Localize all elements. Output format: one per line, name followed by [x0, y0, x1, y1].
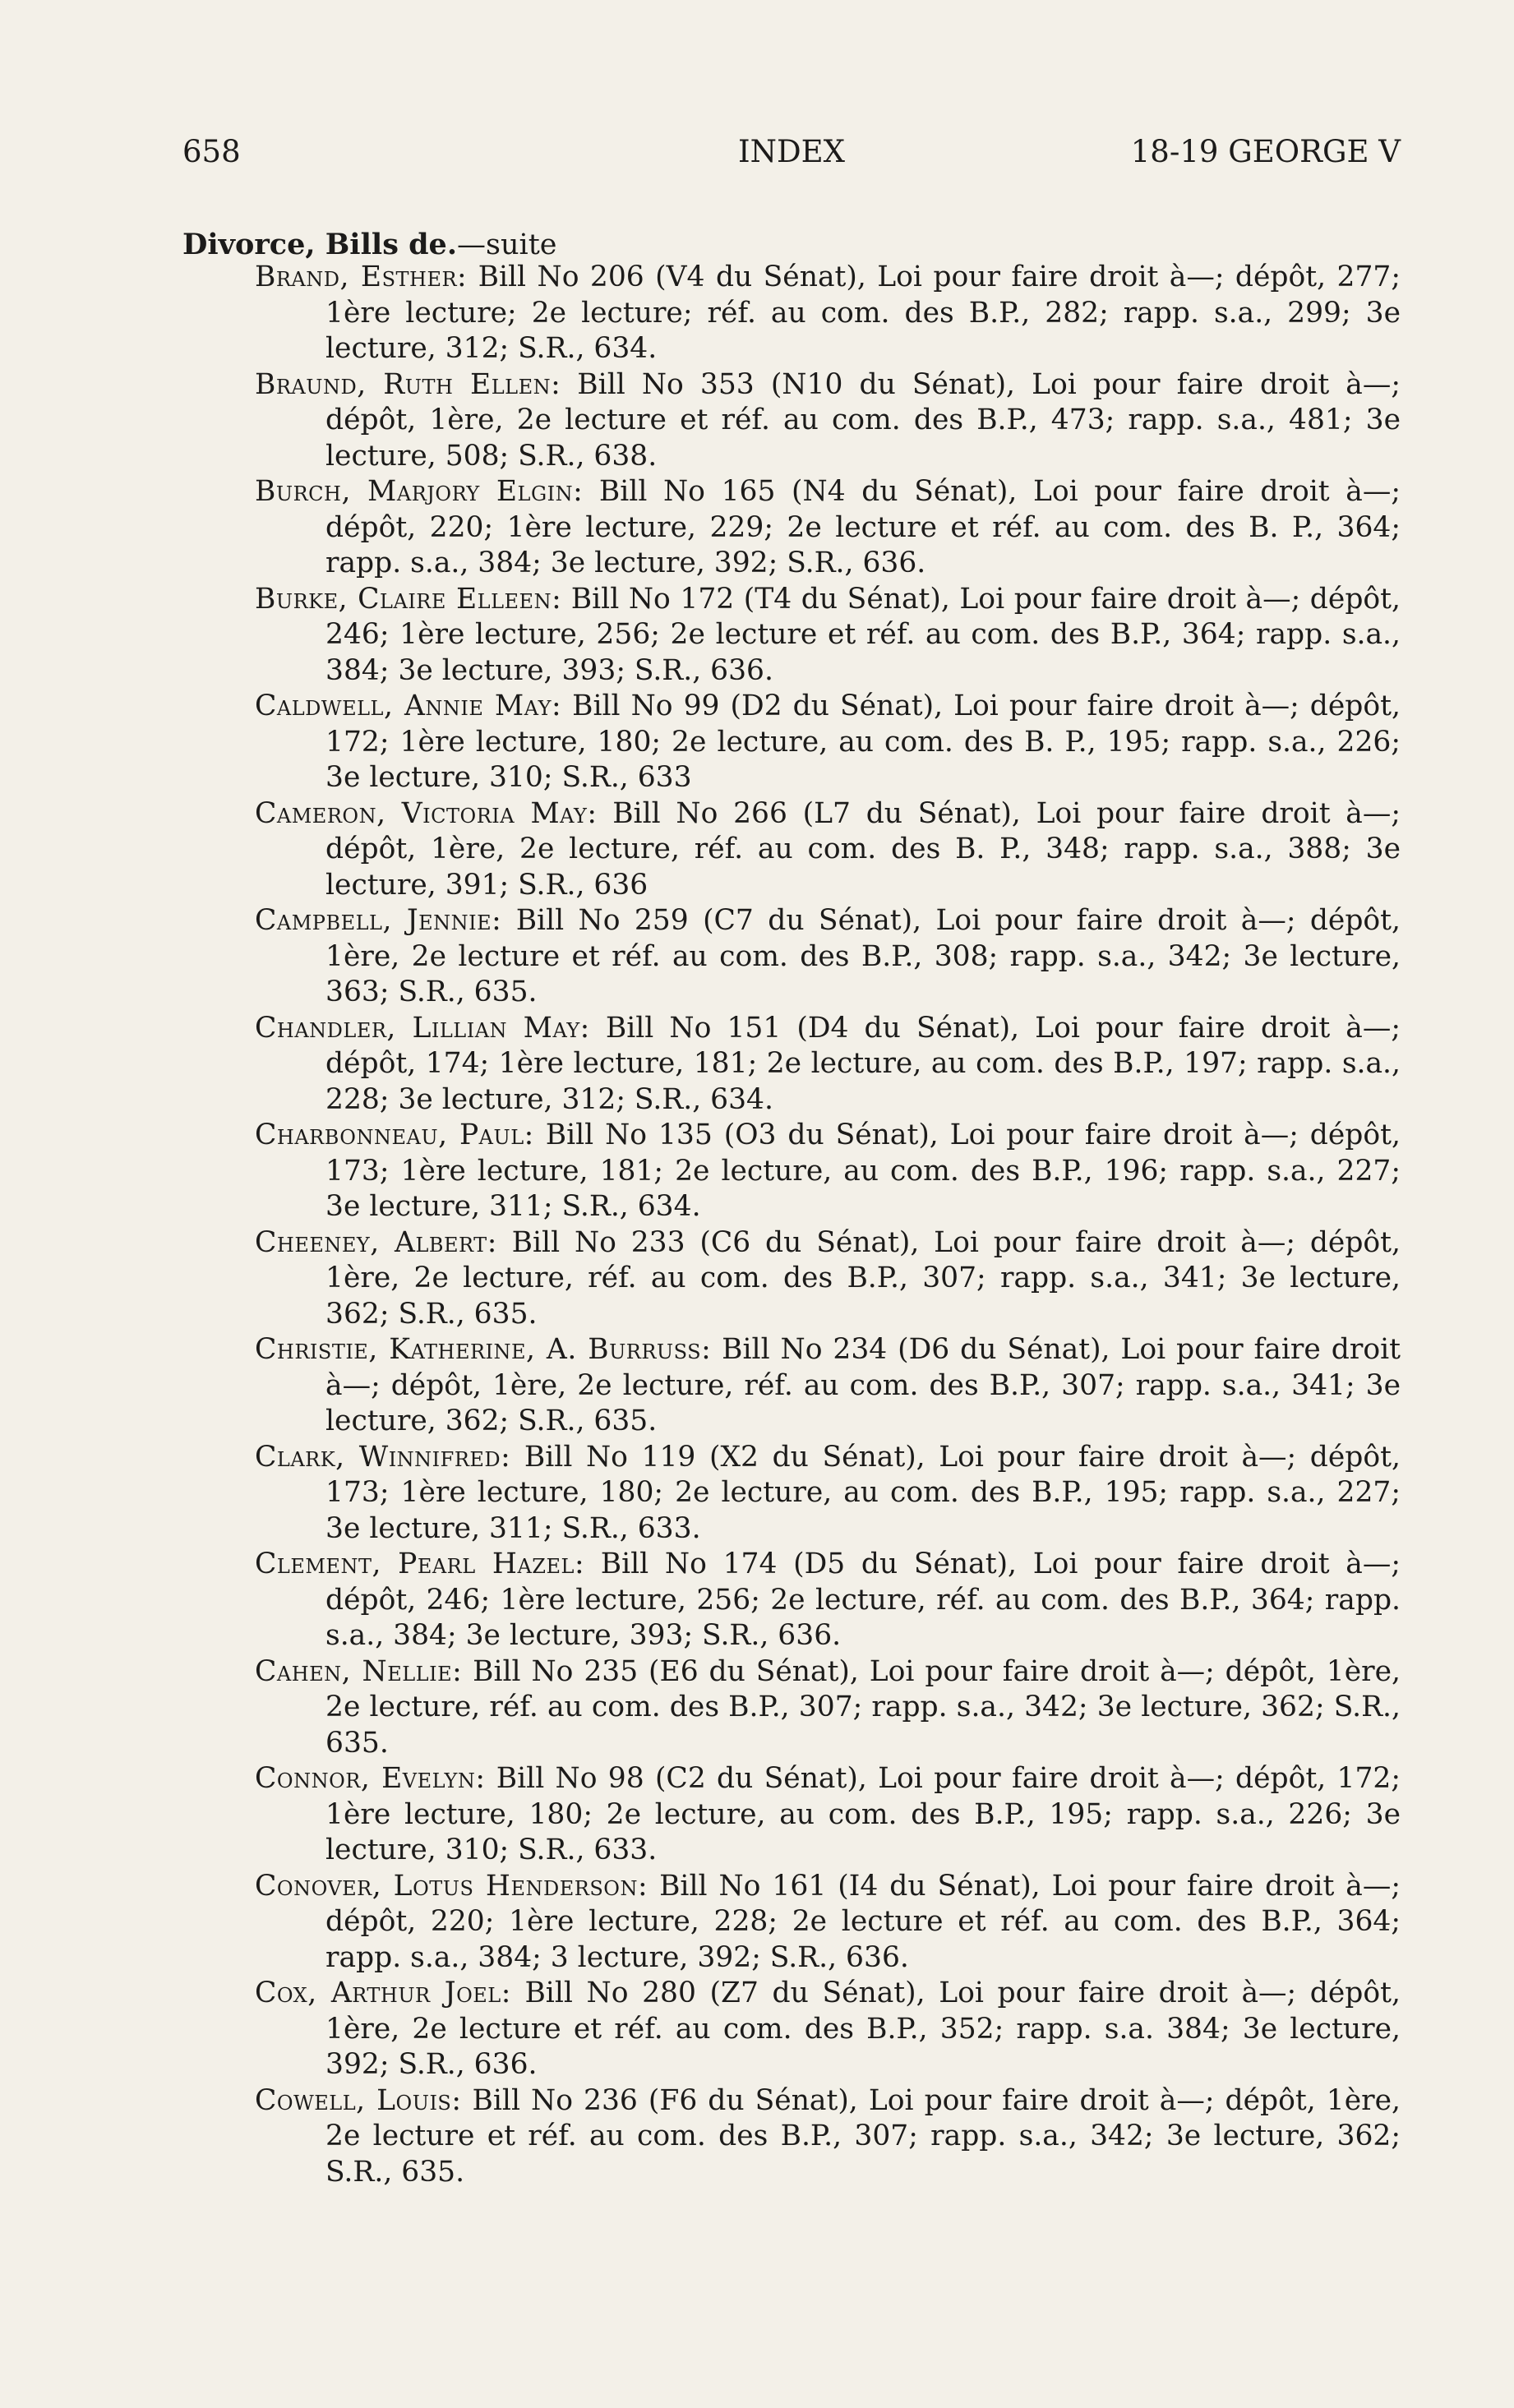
section-heading-suffix: —suite: [457, 228, 557, 261]
entry-text: Bill No 259 (C7 du Sénat), Loi pour faire droit à—; dépôt, 1ère, 2e lecture et réf. au com. des B.P., 308; rapp. s.a., 342; 3e lecture, 363; S.R., 635.: [325, 904, 1401, 1008]
entry-name: Caldwell, Annie May:: [255, 690, 562, 722]
entry-text: Bill No 280 (Z7 du Sénat), Loi pour faire droit à—; dépôt, 1ère, 2e lecture et réf. au com. des B.P., 352; rapp. s.a. 384; 3e lecture, 392; S.R., 636.: [325, 1977, 1401, 2081]
entry-text: Bill No 234 (D6 du Sénat), Loi pour faire droit à—; dépôt, 1ère, 2e lecture, réf. au com. des B.P., 307; rapp. s.a., 341; 3e lecture, 362; S.R., 635.: [325, 1333, 1401, 1437]
running-head: [182, 131, 1401, 173]
entry-text: Bill No 135 (O3 du Sénat), Loi pour faire droit à—; dépôt, 173; 1ère lecture, 181; 2e lecture, au com. des B.P., 196; rapp. s.a., 227; 3e lecture, 311; S.R., 634.: [325, 1119, 1401, 1223]
entry-text: Bill No 151 (D4 du Sénat), Loi pour faire droit à—; dépôt, 174; 1ère lecture, 181; 2e lecture, au com. des B.P., 197; rapp. s.a., 228; 3e lecture, 312; S.R., 634.: [325, 1011, 1401, 1116]
entry-name: Cameron, Victoria May:: [255, 796, 598, 830]
page-number: 658: [182, 134, 241, 169]
index-entry: [255, 1118, 1401, 1225]
index-entry: [255, 474, 1401, 582]
index-entry: [255, 1976, 1401, 2083]
entry-name: Chandler, Lillian May:: [255, 1011, 590, 1045]
entry-name: Burke, Claire Elleen:: [255, 582, 562, 616]
section-heading: [182, 227, 557, 263]
entry-text: Bill No 161 (I4 du Sénat), Loi pour faire droit à—; dépôt, 220; 1ère lecture, 228; 2e lecture et réf. au com. des B.P., 364; rapp. s.a., 384; 3 lecture, 392; S.R., 636.: [325, 1869, 1401, 1974]
index-entry: [255, 796, 1401, 904]
entry-text: Bill No 165 (N4 du Sénat), Loi pour faire droit à—; dépôt, 220; 1ère lecture, 229; 2e lecture et réf. au com. des B. P., 364; rapp. s.a., 384; 3e lecture, 392; S.R., 636.: [325, 475, 1401, 579]
reign-label: 18-19 GEORGE V: [1130, 134, 1401, 169]
index-entry: [255, 1011, 1401, 1119]
entry-text: Bill No 266 (L7 du Sénat), Loi pour faire droit à—; dépôt, 1ère, 2e lecture, réf. au com. des B. P., 348; rapp. s.a., 388; 3e lecture, 391; S.R., 636: [325, 796, 1401, 902]
page-title: INDEX: [737, 134, 845, 169]
entry-name: Conover, Lotus Henderson:: [255, 1869, 649, 1903]
entry-name: Cox, Arthur Joel:: [255, 1977, 511, 2009]
index-entry: [255, 689, 1401, 796]
index-entry: [255, 1547, 1401, 1654]
index-entry-list: [255, 260, 1401, 2190]
entry-name: Clement, Pearl Hazel:: [255, 1548, 585, 1580]
index-entry: [255, 1869, 1401, 1977]
entry-text: Bill No 119 (X2 du Sénat), Loi pour faire droit à—; dépôt, 173; 1ère lecture, 180; 2e lecture, au com. des B.P., 195; rapp. s.a., 227; 3e lecture, 311; S.R., 633.: [325, 1440, 1401, 1545]
entry-name: Connor, Evelyn:: [255, 1762, 486, 1795]
index-entry: [255, 1440, 1401, 1548]
entry-text: Bill No 172 (T4 du Sénat), Loi pour faire droit à—; dépôt, 246; 1ère lecture, 256; 2e lecture et réf. au com. des B.P., 364; rapp. s.a., 384; 3e lecture, 393; S.R., 636.: [325, 582, 1401, 687]
entry-name: Clark, Winnifred:: [255, 1440, 511, 1474]
index-entry: [255, 260, 1401, 367]
section-heading-title: Divorce, Bills de.: [182, 228, 458, 261]
index-entry: [255, 1332, 1401, 1440]
index-entry: [255, 1654, 1401, 1762]
entry-text: Bill No 206 (V4 du Sénat), Loi pour faire droit à—; dépôt, 277; 1ère lecture; 2e lecture; réf. au com. des B.P., 282; rapp. s.a., 299; 3e lecture, 312; S.R., 634.: [325, 261, 1401, 365]
entry-text: Bill No 99 (D2 du Sénat), Loi pour faire droit à—; dépôt, 172; 1ère lecture, 180; 2e lecture, au com. des B. P., 195; rapp. s.a., 226; 3e lecture, 310; S.R., 633: [325, 690, 1401, 794]
entry-text: Bill No 174 (D5 du Sénat), Loi pour faire droit à—; dépôt, 246; 1ère lecture, 256; 2e lecture, réf. au com. des B.P., 364; rapp. s.a., 384; 3e lecture, 393; S.R., 636.: [325, 1548, 1401, 1652]
entry-text: Bill No 235 (E6 du Sénat), Loi pour faire droit à—; dépôt, 1ère, 2e lecture, réf. au com. des B.P., 307; rapp. s.a., 342; 3e lecture, 362; S.R., 635.: [325, 1654, 1401, 1760]
entry-name: Charbonneau, Paul:: [255, 1119, 534, 1151]
entry-text: Bill No 233 (C6 du Sénat), Loi pour faire droit à—; dépôt, 1ère, 2e lecture, réf. au com. des B.P., 307; rapp. s.a., 341; 3e lecture, 362; S.R., 635.: [325, 1225, 1401, 1331]
entry-text: Bill No 98 (C2 du Sénat), Loi pour faire droit à—; dépôt, 172; 1ère lecture, 180; 2e lecture, au com. des B.P., 195; rapp. s.a., 226; 3e lecture, 310; S.R., 633.: [325, 1762, 1401, 1866]
index-entry: [255, 1761, 1401, 1869]
entry-name: Campbell, Jennie:: [255, 904, 502, 937]
entry-text: Bill No 236 (F6 du Sénat), Loi pour faire droit à—; dépôt, 1ère, 2e lecture et réf. au com. des B.P., 307; rapp. s.a., 342; 3e lecture, 362; S.R., 635.: [325, 2083, 1401, 2189]
index-entry: [255, 1225, 1401, 1333]
index-entry: [255, 903, 1401, 1011]
index-entry: [255, 2083, 1401, 2191]
entry-name: Cowell, Louis:: [255, 2083, 462, 2117]
index-entry: [255, 367, 1401, 475]
entry-name: Cahen, Nellie:: [255, 1654, 463, 1688]
entry-name: Burch, Marjory Elgin:: [255, 475, 584, 508]
entry-name: Brand, Esther:: [255, 261, 468, 293]
entry-name: Christie, Katherine, A. Burruss:: [255, 1333, 712, 1366]
index-entry: [255, 582, 1401, 690]
entry-name: Braund, Ruth Ellen:: [255, 367, 561, 401]
entry-text: Bill No 353 (N10 du Sénat), Loi pour faire droit à—; dépôt, 1ère, 2e lecture et réf. au com. des B.P., 473; rapp. s.a., 481; 3e lecture, 508; S.R., 638.: [325, 367, 1401, 473]
entry-name: Cheeney, Albert:: [255, 1225, 497, 1259]
